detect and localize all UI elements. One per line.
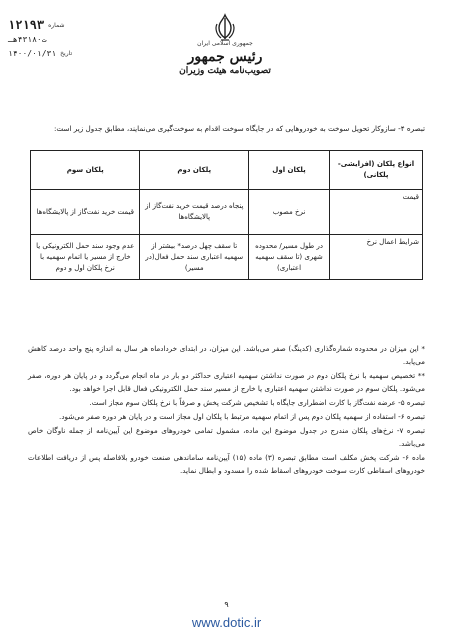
table-cell: نرخ مصوب	[249, 190, 330, 235]
table-cell: پنجاه درصد قیمت خرید نفت‌گاز از پالایشگاه‌ها	[140, 190, 249, 235]
ref-row	[8, 32, 118, 46]
table-row	[31, 235, 423, 280]
letter-meta	[8, 18, 118, 60]
reference-code: ت۴۳۱۸۰هـ	[8, 34, 47, 44]
page-number: ۹	[224, 600, 229, 609]
header-third: پلکان سوم	[31, 151, 140, 190]
cabinet-subtitle: تصویب‌نامه هیئت وزیران	[179, 66, 271, 76]
footer-url-link[interactable]: www.dotic.ir	[191, 615, 262, 630]
table-header-row	[31, 151, 423, 190]
date-label: تاریخ	[60, 49, 73, 57]
number-label: شماره	[48, 21, 65, 29]
fuel-pricing-table	[30, 150, 423, 280]
note-paragraph: تبصره ۶- استفاده از سهمیه پلکان دوم پس از اتمام سهمیه مرتبط با پلکان اول مجاز است و در پایان هر دوره صفر می‌شود.	[59, 412, 425, 421]
header-second: پلکان دوم	[140, 151, 249, 190]
intro-paragraph: تبصره ۴- سازوکار تحویل سوخت به خودروهایی که در جایگاه سوخت اقدام به سوخت‌گیری می‌نمایند، مطابق جدول زیر است:	[53, 124, 425, 133]
note-paragraph: تبصره ۵- عرضه نفت‌گاز با کارت اضطراری جایگاه با تشخیص شرکت پخش و صرفاً با نرخ پلکان سوم مجاز است.	[89, 398, 425, 407]
table-cell: قیمت خرید نفت‌گاز از پالایشگاه‌ها	[31, 190, 140, 235]
letterhead	[150, 40, 300, 76]
president-title: رئیس جمهور	[187, 49, 263, 65]
table-row	[31, 190, 423, 235]
row-label: شرایط اعمال نرخ	[329, 235, 422, 280]
letter-number: ۱۲۱۹۳	[8, 18, 45, 32]
note-paragraph: ماده ۶- شرکت پخش مکلف است مطابق تبصره (۳) ماده (۱۵) آیین‌نامه ساماندهی صنعت خودرو بلافاصله پس از دریافت اطلاعات خودروهای اسقاطی کارت سوخت خودروهای اسقاط شده را مسدود و ابطال نماید.	[28, 453, 426, 475]
republic-label: جمهوری اسلامی ایران	[197, 40, 253, 47]
number-row	[8, 18, 118, 32]
table-cell: عدم وجود سند حمل الکترونیکی یا خارج از مسیر یا اتمام سهمیه با نرخ پلکان اول و دوم	[31, 235, 140, 280]
note-paragraph: تبصره ۷- نرخ‌های پلکان مندرج در جدول موضوع این ماده، مشمول تمامی خودروهای موضوع این آیین‌نامه از جمله ناوگان خاص می‌باشد.	[28, 426, 425, 448]
letter-date: ۱۴۰۰/۰۱/۳۱	[8, 48, 57, 58]
row-label: قیمت	[329, 190, 422, 235]
note-paragraph: * این میزان در محدوده شماره‌گذاری (کدینگ) صفر می‌باشد. این میزان، در ابتدای خردادماه هر سال به اندازه پنج واحد درصد کاهش می‌یابد.	[28, 344, 425, 366]
header-level: انواع پلکان (افزایشی- پلکانی)	[329, 151, 422, 190]
date-row	[8, 46, 118, 60]
notes-section	[28, 342, 425, 478]
table-cell: در طول مسیر/ محدوده شهری (تا سقف سهمیه اعتباری)	[249, 235, 330, 280]
note-paragraph: ** تخصیص سهمیه با نرخ پلکان دوم در صورت نداشتن سهمیه اعتباری حداکثر دو بار در ماه انجام می‌گردد و در پایان هر دوره، صفر می‌شود. پلکان سوم در صورت نداشتن سهمیه اعتباری یا خارج از مسیر سند حمل الکترونیکی فعال قابل اجرا خواهد بود.	[28, 371, 425, 393]
header-first: پلکان اول	[249, 151, 330, 190]
table-cell: تا سقف چهل درصد* بیشتر از سهمیه اعتباری سند حمل فعال(در مسیر)	[140, 235, 249, 280]
